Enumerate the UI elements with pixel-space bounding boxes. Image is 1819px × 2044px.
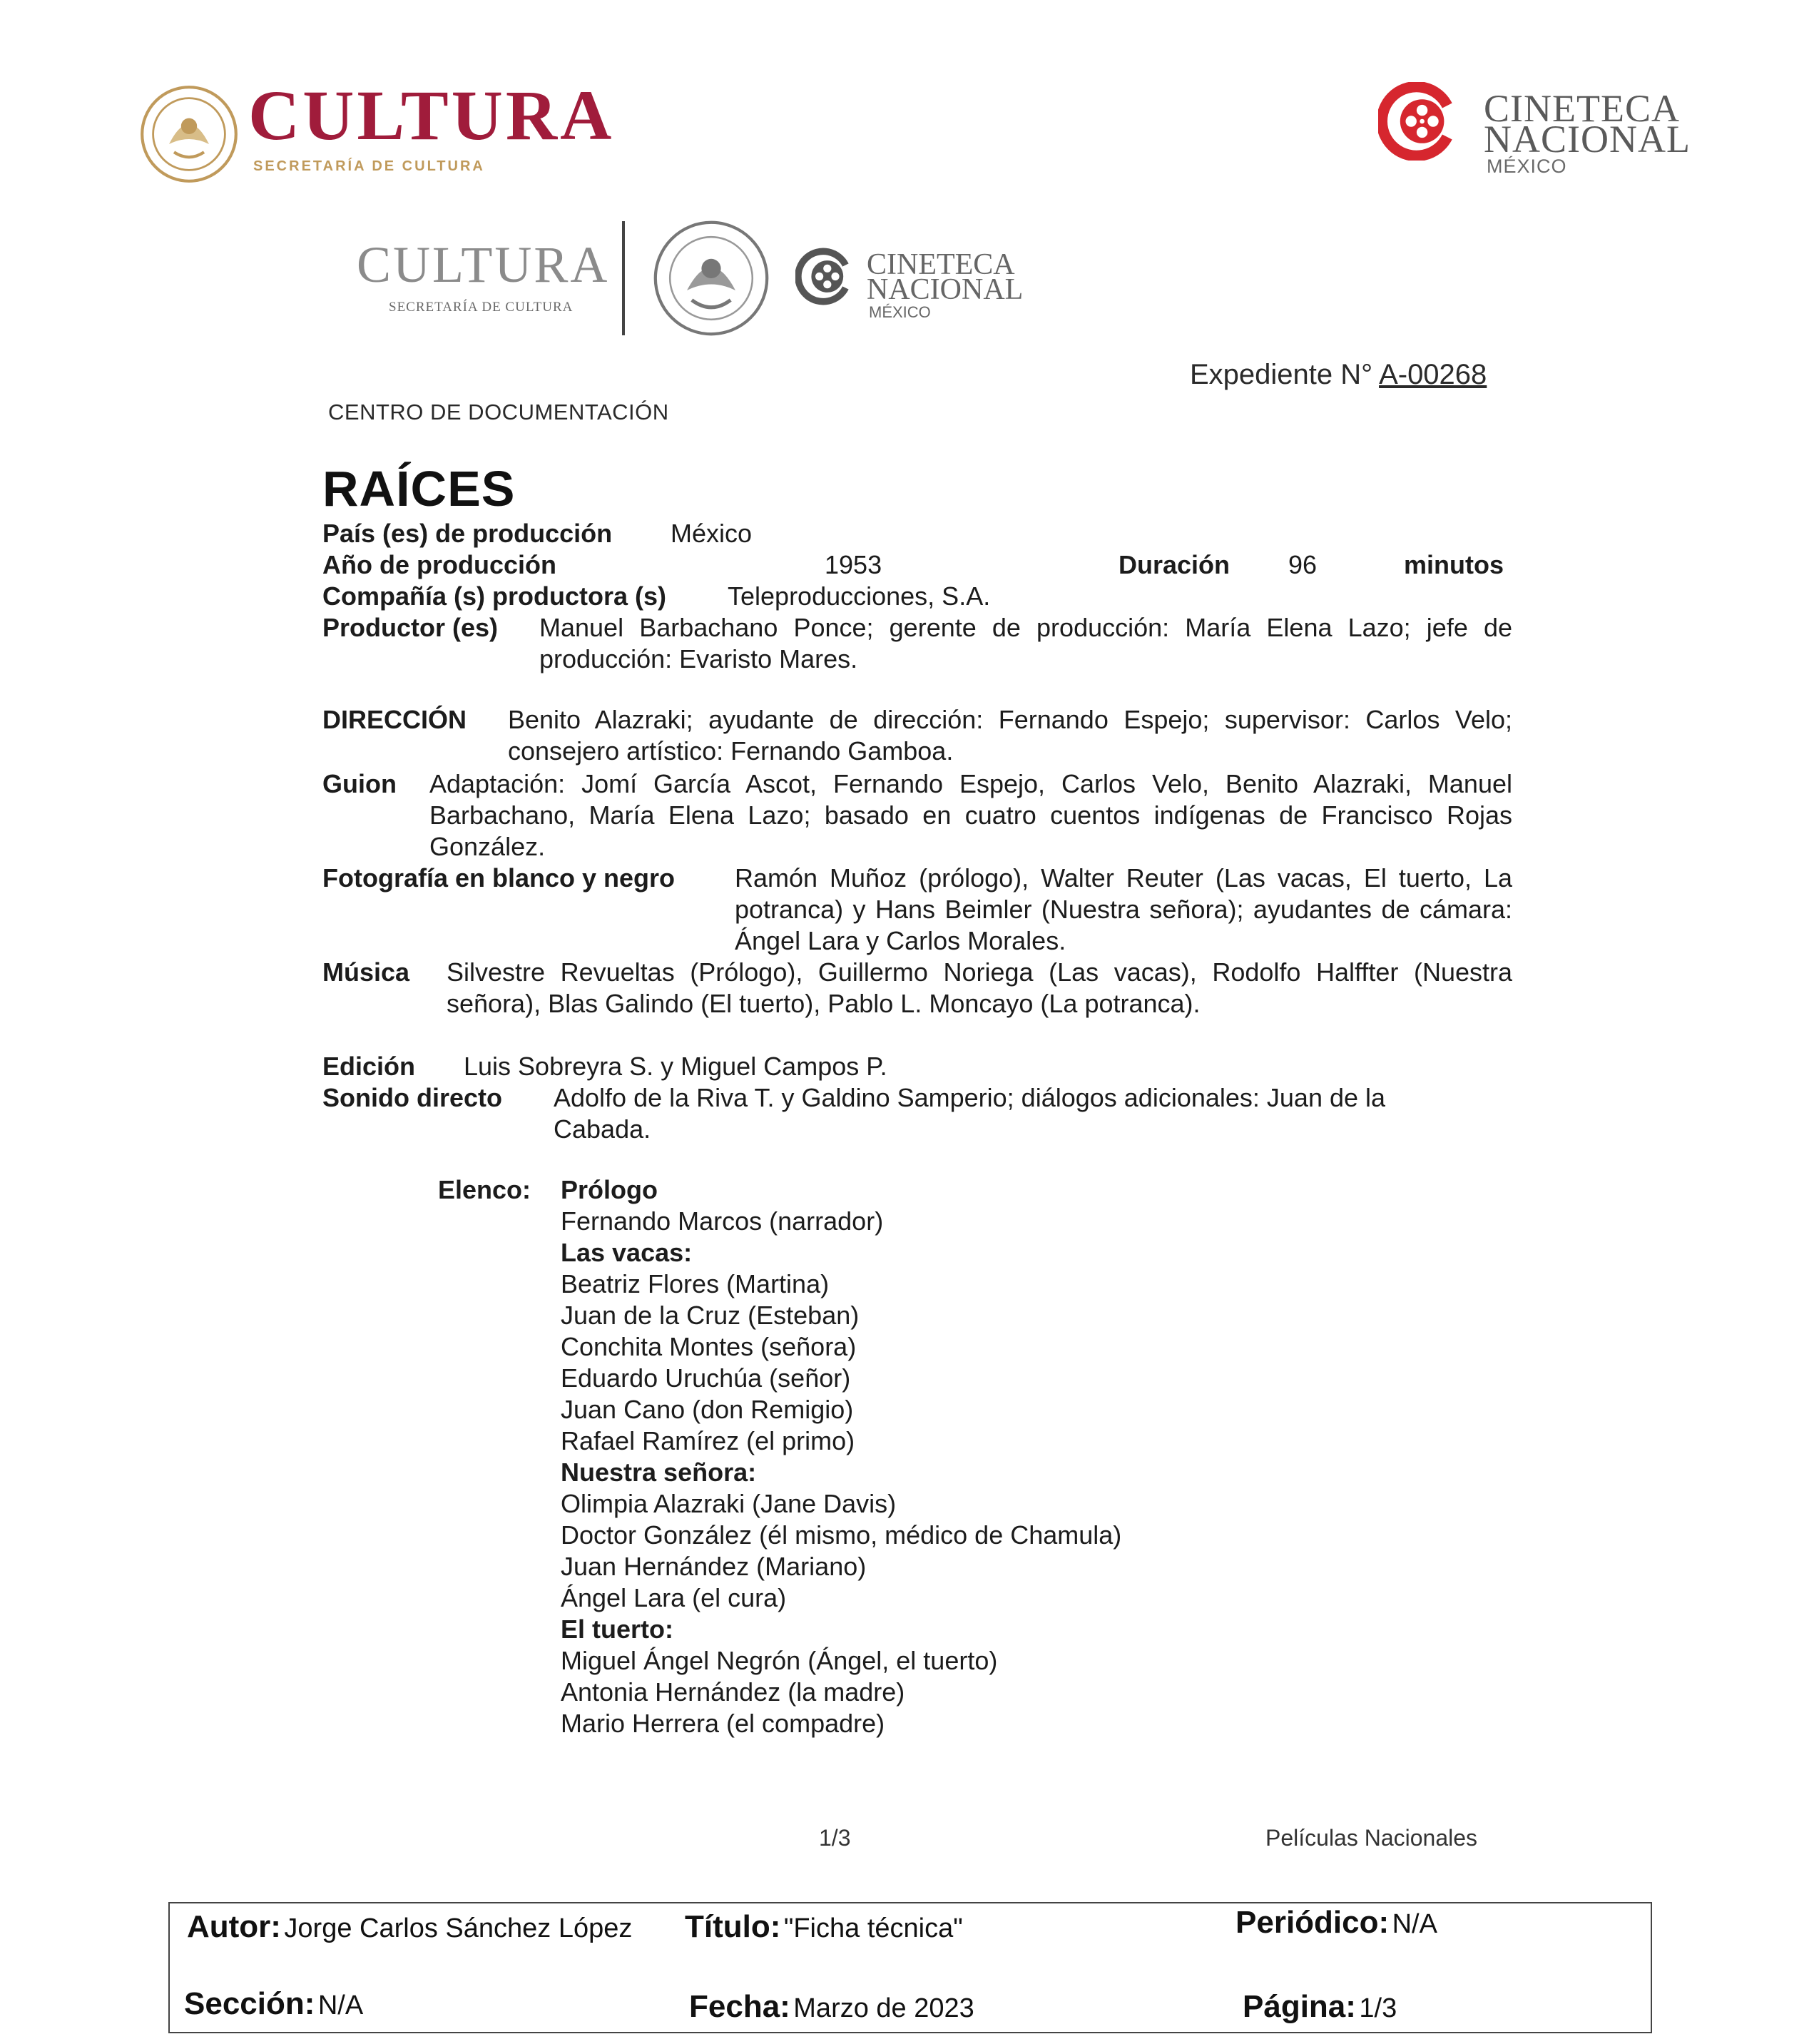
expediente-value: A-00268 bbox=[1379, 359, 1487, 390]
periodico-label: Periódico: bbox=[1235, 1905, 1390, 1940]
cineteca-film-reel-icon bbox=[1378, 82, 1457, 161]
mexico-seal-icon bbox=[139, 84, 239, 184]
elenco-list bbox=[561, 1174, 1121, 1739]
autor-field bbox=[187, 1909, 632, 1945]
productor-label: Productor (es) bbox=[322, 613, 499, 642]
scan-page-number: 1/3 bbox=[819, 1825, 851, 1851]
pagina-field bbox=[1243, 1989, 1397, 2025]
direccion-value: Benito Alazraki; ayudante de dirección: Fernando Espejo; supervisor: Carlos Velo; consejero artístico: Fernando Gamboa. bbox=[508, 705, 1512, 766]
periodico-value: N/A bbox=[1392, 1909, 1437, 1939]
secretaria-logo-text: SECRETARÍA DE CULTURA bbox=[253, 158, 485, 174]
elenco-cast-member: Rafael Ramírez (el primo) bbox=[561, 1426, 855, 1455]
elenco-cast-member: Beatriz Flores (Martina) bbox=[561, 1269, 830, 1298]
elenco-segment-heading: Las vacas: bbox=[561, 1238, 693, 1267]
titulo-value: "Ficha técnica" bbox=[783, 1913, 963, 1943]
musica-value: Silvestre Revueltas (Prólogo), Guillermo Noriega (Las vacas), Rodolfo Halffter (Nuestra señora), Blas Galindo (El tuerto), Pablo L. Moncayo (La potranca). bbox=[447, 957, 1512, 1018]
direccion-label: DIRECCIÓN bbox=[322, 705, 467, 734]
pagina-label: Página: bbox=[1243, 1989, 1356, 2024]
sonido-label: Sonido directo bbox=[322, 1083, 502, 1112]
productor-value: Manuel Barbachano Ponce; gerente de producción: María Elena Lazo; jefe de producción: Evaristo Mares. bbox=[539, 613, 1512, 673]
seccion-field bbox=[184, 1986, 363, 2022]
elenco-cast-member: Olimpia Alazraki (Jane Davis) bbox=[561, 1489, 897, 1518]
edicion-label: Edición bbox=[322, 1052, 416, 1081]
pais-value: México bbox=[671, 519, 753, 548]
centro-documentacion: CENTRO DE DOCUMENTACIÓN bbox=[328, 400, 669, 424]
autor-value: Jorge Carlos Sánchez López bbox=[284, 1913, 633, 1943]
elenco-cast-member: Juan Cano (don Remigio) bbox=[561, 1395, 854, 1424]
scan-secretaria-text: SECRETARÍA DE CULTURA bbox=[389, 300, 574, 315]
elenco-cast-member: Eduardo Uruchúa (señor) bbox=[561, 1363, 851, 1393]
elenco-label: Elenco: bbox=[438, 1175, 531, 1204]
titulo-field bbox=[685, 1909, 963, 1945]
autor-label: Autor: bbox=[187, 1909, 281, 1944]
scan-cineteca-reel-icon bbox=[795, 246, 852, 307]
guion-label: Guion bbox=[322, 769, 397, 798]
seccion-label: Sección: bbox=[184, 1986, 315, 2021]
scan-mexico-seal-icon bbox=[651, 218, 772, 339]
elenco-cast-member: Juan de la Cruz (Esteban) bbox=[561, 1301, 860, 1330]
sonido-value-line2: Cabada. bbox=[554, 1114, 651, 1144]
elenco-cast-member: Fernando Marcos (narrador) bbox=[561, 1206, 884, 1236]
logo-divider bbox=[622, 221, 625, 335]
anio-label: Año de producción bbox=[322, 550, 556, 579]
elenco-segment-heading: Prólogo bbox=[561, 1175, 658, 1204]
scan-cineteca-line3: MÉXICO bbox=[869, 303, 931, 321]
fotografia-label: Fotografía en blanco y negro bbox=[322, 863, 676, 893]
periodico-field bbox=[1235, 1905, 1437, 1941]
scan-cultura-logo: CULTURA bbox=[357, 236, 610, 293]
scan-cineteca-line2: NACIONAL bbox=[867, 273, 1024, 306]
guion-value: Adaptación: Jomí García Ascot, Fernando Espejo, Carlos Velo, Benito Alazraki, Manuel Barbachano, María Elena Lazo; basado en cuatro cuentos indígenas de Francisco Rojas González. bbox=[429, 769, 1512, 861]
expediente-label: Expediente N° bbox=[1190, 359, 1373, 390]
elenco-cast-member: Antonia Hernández (la madre) bbox=[561, 1677, 905, 1707]
fecha-value: Marzo de 2023 bbox=[793, 1993, 974, 2023]
duracion-unit: minutos bbox=[1404, 550, 1504, 579]
pagina-value: 1/3 bbox=[1359, 1993, 1397, 2023]
compania-value: Teleproducciones, S.A. bbox=[728, 581, 991, 611]
elenco-cast-member: Miguel Ángel Negrón (Ángel, el tuerto) bbox=[561, 1646, 998, 1675]
cultura-logo: CULTURA bbox=[248, 76, 615, 155]
duracion-label: Duración bbox=[1119, 550, 1230, 579]
elenco-cast-member: Conchita Montes (señora) bbox=[561, 1332, 857, 1361]
titulo-label: Título: bbox=[685, 1909, 781, 1944]
pais-label: País (es) de producción bbox=[322, 519, 613, 548]
edicion-value: Luis Sobreyra S. y Miguel Campos P. bbox=[464, 1052, 887, 1081]
expediente-number bbox=[1190, 359, 1487, 391]
musica-label: Música bbox=[322, 957, 410, 987]
anio-value: 1953 bbox=[825, 550, 882, 579]
compania-label: Compañía (s) productora (s) bbox=[322, 581, 667, 611]
seccion-value: N/A bbox=[317, 1990, 364, 2020]
elenco-segment-heading: Nuestra señora: bbox=[561, 1458, 757, 1487]
cineteca-logo-line2: NACIONAL bbox=[1484, 118, 1691, 161]
scan-section-name: Películas Nacionales bbox=[1265, 1825, 1478, 1851]
fecha-field bbox=[689, 1989, 974, 2025]
elenco-cast-member: Mario Herrera (el compadre) bbox=[561, 1709, 885, 1738]
duracion-value: 96 bbox=[1288, 550, 1318, 579]
elenco-cast-member: Doctor González (él mismo, médico de Chamula) bbox=[561, 1520, 1122, 1550]
sonido-value-line1: Adolfo de la Riva T. y Galdino Samperio; diálogos adicionales: Juan de la bbox=[554, 1083, 1386, 1112]
cineteca-logo-line1: CINETECA bbox=[1484, 87, 1680, 130]
elenco-cast-member: Ángel Lara (el cura) bbox=[561, 1583, 787, 1612]
elenco-segment-heading: El tuerto: bbox=[561, 1615, 673, 1644]
cineteca-logo-line3: MÉXICO bbox=[1487, 156, 1567, 177]
elenco-cast-member: Juan Hernández (Mariano) bbox=[561, 1552, 867, 1581]
film-title: RAÍCES bbox=[322, 461, 516, 517]
scan-cineteca-line1: CINETECA bbox=[867, 248, 1015, 281]
fecha-label: Fecha: bbox=[689, 1989, 790, 2024]
fotografia-value: Ramón Muñoz (prólogo), Walter Reuter (Las vacas, El tuerto, La potranca) y Hans Beimler (Nuestra señora); ayudantes de cámara: Ángel Lara y Carlos Morales. bbox=[735, 863, 1512, 955]
